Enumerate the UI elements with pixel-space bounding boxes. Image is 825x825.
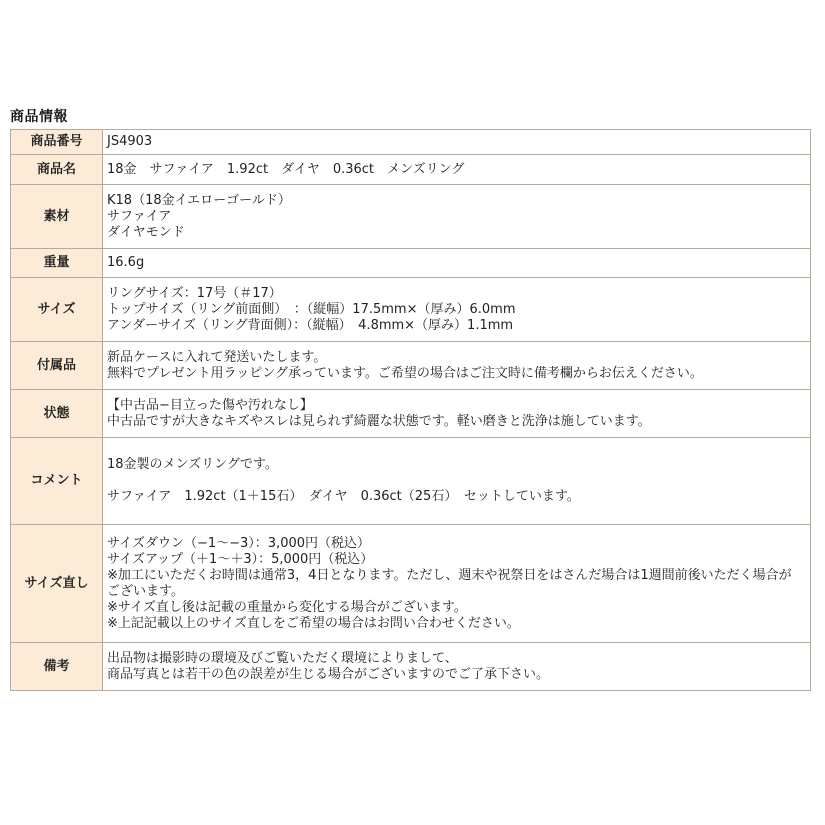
table-row-remarks xyxy=(11,643,811,691)
row-label: 商品番号 xyxy=(11,130,103,155)
table-row-condition xyxy=(11,390,811,438)
row-label: サイズ直し xyxy=(11,525,103,643)
value-line: リングサイズ：17号（＃17） xyxy=(107,285,282,301)
table-row-material xyxy=(11,185,811,249)
value-line: サイズアップ（＋1〜＋3）：5,000円（税込） xyxy=(107,551,374,567)
blank-line xyxy=(107,473,804,489)
value-line: 16.6g xyxy=(107,255,145,270)
value-line: 【中古品−目立った傷や汚れなし】 xyxy=(107,397,313,413)
row-label: 状態 xyxy=(11,390,103,438)
section-title: 商品情報 xyxy=(10,109,68,125)
row-value xyxy=(103,438,811,525)
table-row-weight xyxy=(11,249,811,278)
value-line: JS4903 xyxy=(107,134,153,149)
table-row-comment xyxy=(11,438,811,525)
table-row-size xyxy=(11,278,811,342)
value-line: 18金 サファイア 1.92ct ダイヤ 0.36ct メンズリング xyxy=(107,161,465,177)
row-value xyxy=(103,155,811,185)
value-line: ※サイズ直し後は記載の重量から変化する場合がございます。 xyxy=(107,599,467,615)
value-line: ダイヤモンド xyxy=(107,224,185,240)
row-label: 重量 xyxy=(11,249,103,278)
value-line: サイズダウン（−1〜−3）：3,000円（税込） xyxy=(107,535,371,551)
row-label: 備考 xyxy=(11,643,103,691)
table-row-product-name xyxy=(11,155,811,185)
value-line: 中古品ですが大きなキズやスレは見られず綺麗な状態です。軽い磨きと洗浄は施しています。 xyxy=(107,413,651,429)
value-line: 新品ケースに入れて発送いたします。 xyxy=(107,349,327,365)
row-label: 素材 xyxy=(11,185,103,249)
value-line: ※加工にいただくお時間は通常3，4日となります。ただし、週末や祝祭日をはさんだ場合は1週間前後いただく場合がございます。 xyxy=(107,567,792,599)
row-label: サイズ xyxy=(11,278,103,342)
row-label: 付属品 xyxy=(11,342,103,390)
row-value xyxy=(103,249,811,278)
value-line: 出品物は撮影時の環境及びご覧いただく環境によりまして、 xyxy=(107,650,458,666)
row-value xyxy=(103,342,811,390)
row-value xyxy=(103,185,811,249)
row-value xyxy=(103,130,811,155)
row-value xyxy=(103,643,811,691)
table-row-resizing xyxy=(11,525,811,643)
value-line: サファイア 1.92ct（1＋15石） ダイヤ 0.36ct（25石） セットしています。 xyxy=(107,489,580,504)
row-value xyxy=(103,390,811,438)
table-row-accessories xyxy=(11,342,811,390)
row-value xyxy=(103,525,811,643)
value-line: 無料でプレゼント用ラッピング承っています。ご希望の場合はご注文時に備考欄からお伝えください。 xyxy=(107,365,703,381)
value-line: K18（18金イエローゴールド） xyxy=(107,192,291,208)
table-row-product-number xyxy=(11,130,811,155)
product-info-table xyxy=(10,129,811,691)
row-label: コメント xyxy=(11,438,103,525)
value-line: 商品写真とは若干の色の誤差が生じる場合がございますのでご了承下さい。 xyxy=(107,666,550,682)
row-value xyxy=(103,278,811,342)
row-label: 商品名 xyxy=(11,155,103,185)
value-line: アンダーサイズ（リング背面側）：（縦幅） 4.8mm×（厚み）1.1mm xyxy=(107,317,514,333)
value-line: トップサイズ（リング前面側） ：（縦幅）17.5mm×（厚み）6.0mm xyxy=(107,301,516,317)
value-line: サファイア xyxy=(107,208,172,224)
value-line: ※上記記載以上のサイズ直しをご希望の場合はお問い合わせください。 xyxy=(107,615,520,631)
value-line: 18金製のメンズリングです。 xyxy=(107,457,278,472)
